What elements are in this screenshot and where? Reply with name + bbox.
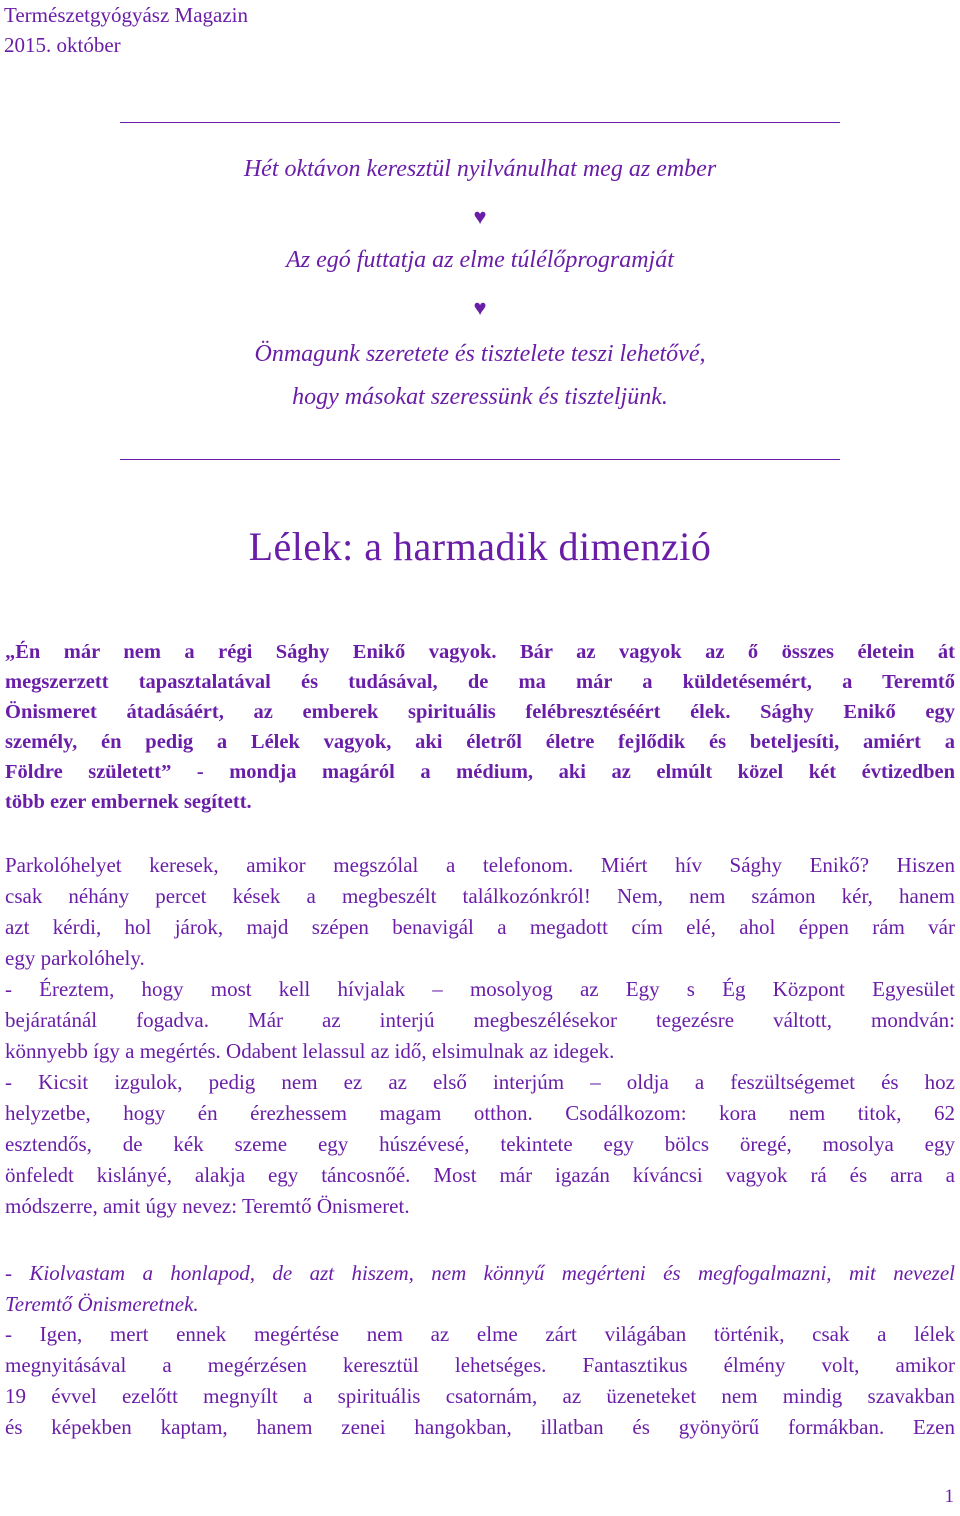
page-number: 1 xyxy=(944,1486,954,1507)
question-line: - Kiolvastam a honlapod, de azt hiszem, nem könnyű megérteni és megfogalmazni, mit nevezel xyxy=(5,1261,955,1285)
lead-line: megszerzett tapasztalatával és tudásával, de ma már a küldetésemért, a Teremtő xyxy=(5,671,955,693)
body-line: azt kérdi, hol járok, majd szépen benavigál a megadott cím elé, ahol éppen rám vár xyxy=(5,915,955,939)
lead-line: „Én már nem a régi Sághy Enikő vagyok. Bár az vagyok az ő összes életein át xyxy=(5,641,955,663)
body-line: és képekben kaptam, hanem zenei hangokban, illatban és gyönyörű formákban. Ezen xyxy=(5,1415,955,1439)
body-line: módszerre, amit úgy nevez: Teremtő Önismeret. xyxy=(5,1194,410,1218)
body-line: - Éreztem, hogy most kell hívjalak – mosolyog az Egy s Ég Központ Egyesület xyxy=(5,977,955,1001)
body-line: megnyitásával a megérzésen keresztül lehetséges. Fantasztikus élmény volt, amikor xyxy=(5,1353,955,1377)
lead-line: Önismeret átadásáért, az emberek spirituális felébresztéséért élek. Sághy Enikő egy xyxy=(5,701,955,723)
motto-line-1: Hét oktávon keresztül nyilvánulhat meg az ember xyxy=(243,156,717,182)
heart-icon: ♥ xyxy=(473,295,487,320)
motto-line-2: Az egó futtatja az elme túlélőprogramját xyxy=(286,247,674,273)
interview-question xyxy=(5,1258,955,1320)
body-line: könnyebb így a megértés. Odabent lelassul az idő, elsimulnak az idegek. xyxy=(5,1039,615,1063)
body-line: - Igen, mert ennek megértése nem az elme zárt világában történik, csak a lélek xyxy=(5,1322,955,1346)
magazine-name: Természetgyógyász Magazin xyxy=(4,3,249,27)
body-line: esztendős, de kék szeme egy húszévesé, tekintete egy bölcs öregé, mosolya egy xyxy=(5,1132,955,1156)
body-line: - Kicsit izgulok, pedig nem ez az első interjúm – oldja a feszültségemet és hoz xyxy=(5,1070,955,1094)
body-line: Parkolóhelyet keresek, amikor megszólal a telefonom. Miért hív Sághy Enikő? Hiszen xyxy=(5,853,955,877)
body-paragraph-1 xyxy=(5,850,955,1222)
motto-line-3a: Önmagunk szeretete és tisztelete teszi lehetővé, xyxy=(254,341,706,367)
lead-line: több ezer embernek segített. xyxy=(5,791,252,813)
question-line: Teremtő Önismeretnek. xyxy=(5,1292,199,1316)
lead-line: Földre született” - mondja magáról a médium, aki az elmúlt közel két évtizedben xyxy=(5,761,955,783)
lead-paragraph xyxy=(5,637,955,817)
motto-line-3b: hogy másokat szeressünk és tiszteljünk. xyxy=(292,384,668,410)
body-line: egy parkolóhely. xyxy=(5,946,145,970)
body-line: csak néhány percet kések a megbeszélt találkozónkról! Nem, nem számon kér, hanem xyxy=(5,884,955,908)
body-line: 19 évvel ezelőtt megnyílt a spirituális csatornám, az üzeneteket nem mindig szavakban xyxy=(5,1384,955,1408)
body-paragraph-2 xyxy=(5,1319,955,1443)
article-title: Lélek: a harmadik dimenzió xyxy=(248,524,712,569)
lead-line: személy, én pedig a Lélek vagyok, aki életről életre fejlődik és beteljesíti, amiért a xyxy=(5,731,955,753)
body-line: önfeledt kislányé, alakja egy táncosnőé. Most már igazán kíváncsi vagyok rá és arra a xyxy=(5,1163,955,1187)
top-divider xyxy=(120,122,840,123)
bottom-divider xyxy=(120,459,840,460)
body-line: bejáratánál fogadva. Már az interjú megbeszélésekor tegezésre váltott, mondván: xyxy=(5,1008,955,1032)
issue-date: 2015. október xyxy=(4,33,121,57)
body-line: helyzetbe, hogy én érezhessem magam otthon. Csodálkozom: kora nem titok, 62 xyxy=(5,1101,955,1125)
heart-icon: ♥ xyxy=(473,204,487,229)
